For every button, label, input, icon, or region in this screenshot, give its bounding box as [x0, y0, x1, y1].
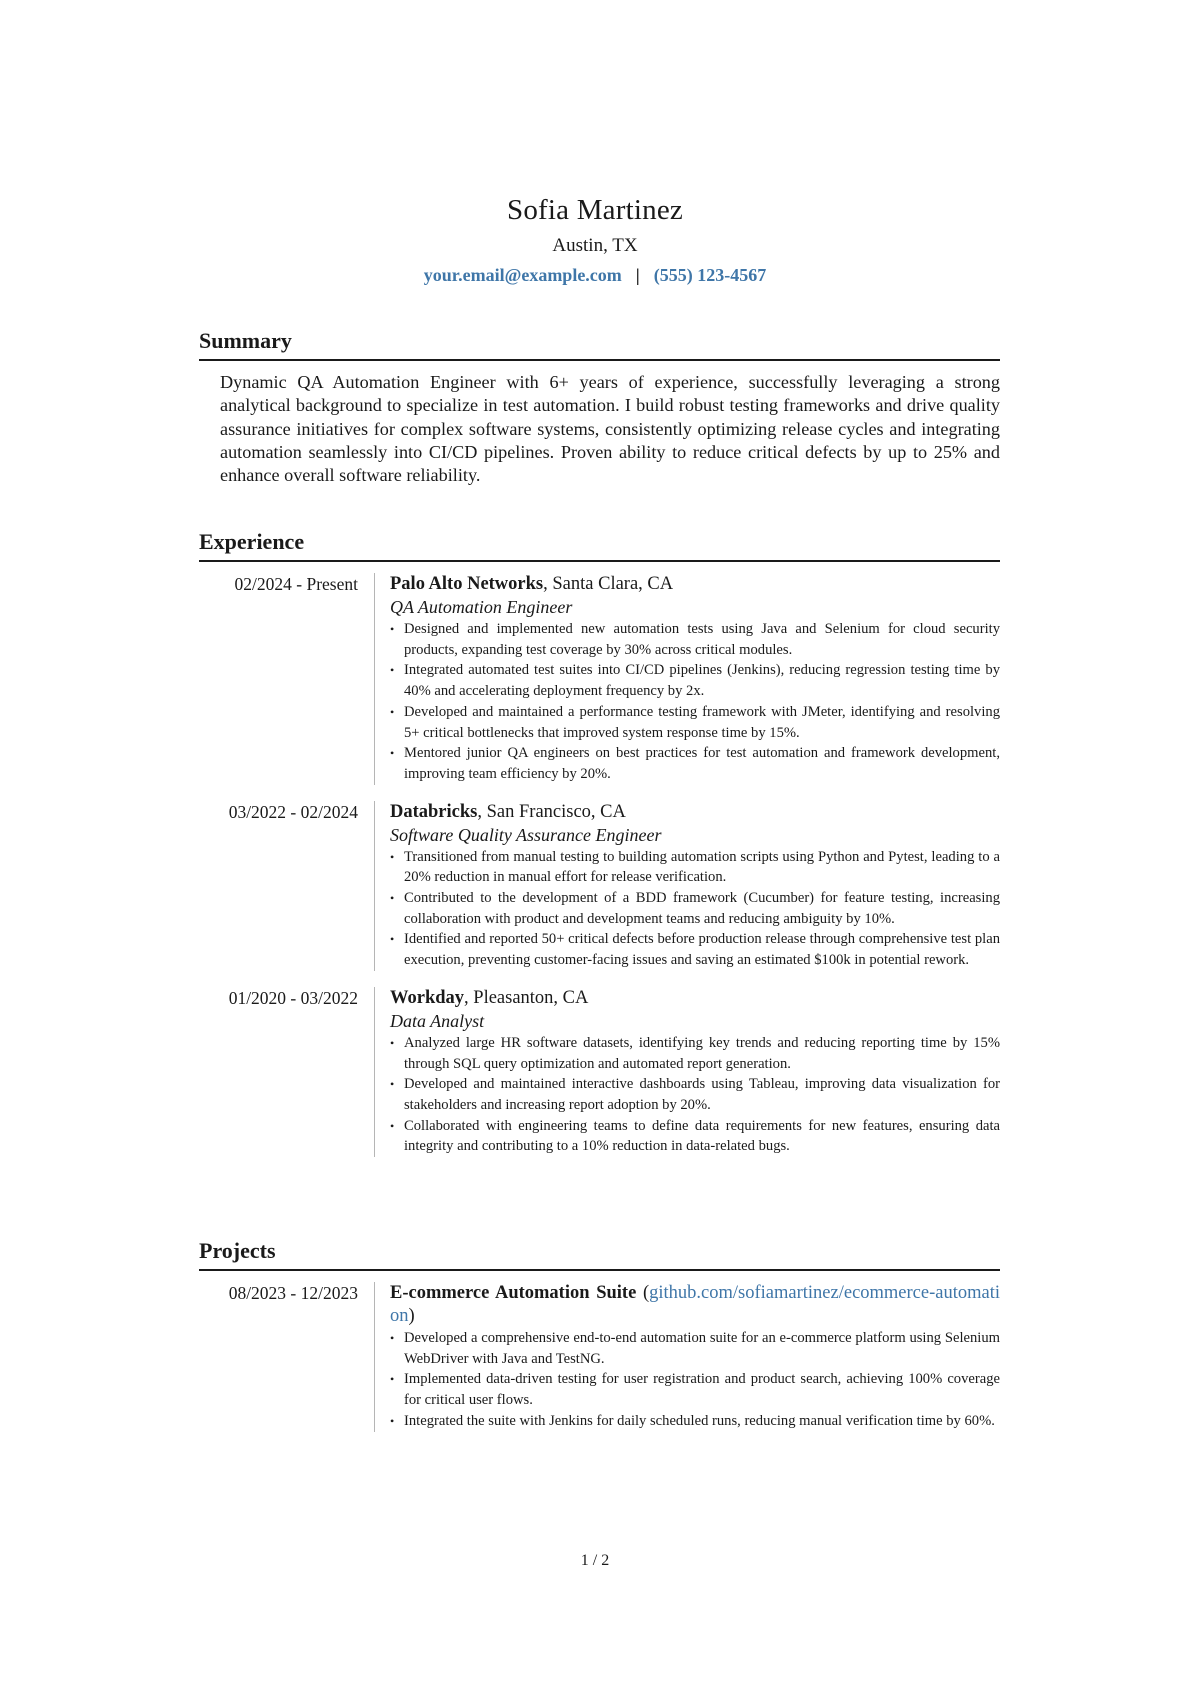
- projects-section: [199, 1236, 1000, 1432]
- bullet-item: • Mentored junior QA engineers on best practices for test automation and framework development, improving team efficiency by 20%.: [390, 743, 1000, 784]
- company-name: Workday: [390, 987, 465, 1008]
- entry-date: 01/2020 - 03/2022: [199, 987, 375, 1157]
- bullet-item: • Designed and implemented new automation tests using Java and Selenium for cloud security products, expanding test coverage by 30% across critical modules.: [390, 619, 1000, 660]
- entry-date: 08/2023 - 12/2023: [199, 1282, 375, 1432]
- page-number: 1 / 2: [580, 1552, 610, 1569]
- contact-line: [0, 261, 1190, 289]
- bullet-item: • Identified and reported 50+ critical defects before production release through comprehensive test plan execution, preventing customer-facing issues and saving an estimated $100k in potential rework.: [390, 929, 1000, 970]
- entry-body: [375, 987, 1000, 1157]
- contact-separator: |: [635, 265, 640, 285]
- resume-header: [0, 188, 1190, 289]
- entry-date: 03/2022 - 02/2024: [199, 801, 375, 971]
- bullet-list: [390, 1328, 1000, 1432]
- phone-link[interactable]: (555) 123-4567: [653, 265, 767, 285]
- experience-entry: [199, 573, 1000, 785]
- bullet-item: • Developed and maintained interactive dashboards using Tableau, improving data visualization for stakeholders and increasing report adoption by 20%.: [390, 1074, 1000, 1115]
- entry-body: [375, 573, 1000, 785]
- summary-text: Dynamic QA Automation Engineer with 6+ years of experience, successfully leveraging a strong analytical background to specialize in test automation. I build robust testing frameworks and drive quality assurance initiatives for complex software systems, consistently optimizing release cycles and integrating automation seamlessly into CI/CD pipelines. Proven ability to reduce critical defects by up to 25% and enhance overall software reliability.: [220, 372, 1000, 486]
- experience-section: [199, 527, 1000, 1157]
- bullet-item: • Transitioned from manual testing to building automation scripts using Python and Pytest, leading to a 20% reduction in manual effort for release verification.: [390, 847, 1000, 888]
- entry-heading: [390, 801, 1000, 824]
- project-repo-link[interactable]: github.com/sofiamartinez/ecommerce-automation: [390, 1283, 1000, 1326]
- project-heading: [390, 1282, 1000, 1328]
- entry-heading: [390, 987, 1000, 1010]
- job-title: QA Automation Engineer: [390, 597, 573, 617]
- project-entry: [199, 1282, 1000, 1432]
- bullet-item: • Integrated automated test suites into CI/CD pipelines (Jenkins), reducing regression testing time by 40% and accelerating deployment frequency by 2x.: [390, 660, 1000, 701]
- entry-body: [375, 801, 1000, 971]
- company-location: , Pleasanton, CA: [464, 987, 589, 1008]
- summary-section: [199, 326, 1000, 487]
- bullet-list: [390, 1033, 1000, 1157]
- bullet-item: • Analyzed large HR software datasets, identifying key trends and reducing reporting time by 15% through SQL query optimization and automated report generation.: [390, 1033, 1000, 1074]
- candidate-location: Austin, TX: [552, 235, 638, 256]
- link-open-paren: (: [636, 1283, 650, 1303]
- experience-entry: [199, 801, 1000, 971]
- bullet-list: [390, 847, 1000, 971]
- bullet-item: • Integrated the suite with Jenkins for daily scheduled runs, reducing manual verification time by 60%.: [390, 1411, 1000, 1432]
- company-location: , San Francisco, CA: [477, 801, 626, 822]
- email-link[interactable]: your.email@example.com: [423, 265, 622, 285]
- entry-heading: [390, 573, 1000, 596]
- bullet-item: • Collaborated with engineering teams to define data requirements for new features, ensuring data integrity and contributing to a 10% reduction in data-related bugs.: [390, 1116, 1000, 1157]
- bullet-item: • Developed and maintained a performance testing framework with JMeter, identifying and resolving 5+ critical bottlenecks that improved system response time by 15%.: [390, 702, 1000, 743]
- entry-body: [375, 1282, 1000, 1432]
- bullet-item: • Developed a comprehensive end-to-end automation suite for an e-commerce platform using Selenium WebDriver with Java and TestNG.: [390, 1328, 1000, 1369]
- job-title: Software Quality Assurance Engineer: [390, 824, 662, 845]
- company-name: Databricks: [390, 801, 478, 822]
- project-name: E-commerce Automation Suite: [390, 1283, 637, 1303]
- job-title: Data Analyst: [390, 1010, 485, 1031]
- company-name: Palo Alto Networks: [390, 574, 544, 594]
- bullet-item: • Implemented data-driven testing for user registration and product search, achieving 100% coverage for critical user flows.: [390, 1369, 1000, 1410]
- entry-date: 02/2024 - Present: [199, 573, 375, 785]
- bullet-item: • Contributed to the development of a BDD framework (Cucumber) for feature testing, increasing collaboration with product and development teams and reducing ambiguity by 10%.: [390, 888, 1000, 929]
- candidate-name: Sofia Martinez: [507, 194, 683, 226]
- summary-title: Summary: [199, 326, 1000, 361]
- link-close-paren: ): [408, 1306, 415, 1326]
- projects-title: Projects: [199, 1236, 1000, 1271]
- experience-title: Experience: [199, 527, 1000, 562]
- company-location: , Santa Clara, CA: [543, 574, 674, 594]
- bullet-list: [390, 619, 1000, 785]
- experience-entry: [199, 987, 1000, 1157]
